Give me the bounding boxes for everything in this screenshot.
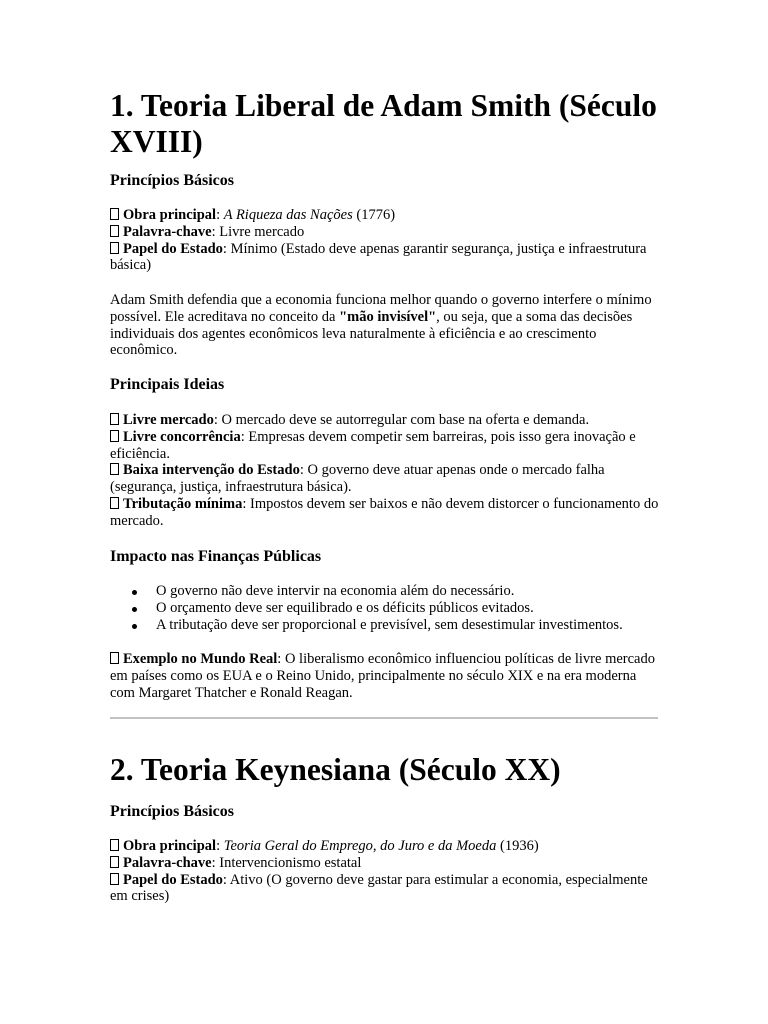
- impact-text: A tributação deve ser proporcional e previsível, sem desestimular investimentos.: [156, 617, 623, 633]
- missing-glyph-icon: [110, 839, 119, 851]
- idea-item: Livre mercado: O mercado deve se autorregular com base na oferta e demanda.: [110, 412, 662, 429]
- section-1-impact-heading: Impacto nas Finanças Públicas: [110, 548, 322, 565]
- impact-item: [110, 583, 670, 600]
- section-2-basics: [110, 838, 662, 905]
- missing-glyph-icon: [110, 873, 119, 885]
- impact-list: [110, 583, 670, 634]
- papel-line: Papel do Estado: Mínimo (Estado deve apenas garantir segurança, justiça e infraestrutura básica): [110, 240, 647, 274]
- idea-item: Livre concorrência: Empresas devem competir sem barreiras, pois isso gera inovação e eficiência.: [110, 428, 636, 462]
- missing-glyph-icon: [110, 242, 119, 254]
- obra-line: Obra principal: A Riqueza das Nações (1776): [110, 207, 662, 224]
- obra-label: Obra principal: [123, 838, 217, 854]
- obra-title: Teoria Geral do Emprego, do Juro e da Moeda: [223, 838, 497, 854]
- missing-glyph-icon: [110, 208, 119, 220]
- section-1-ideas: [110, 412, 662, 530]
- section-1-example: Exemplo no Mundo Real: O liberalismo econômico influenciou políticas de livre mercado em países como os EUA e o Reino Unido, principalmente no século XIX e na era moderna com Margaret Thatcher e Ronald Reagan.: [110, 651, 655, 701]
- impact-text: O orçamento deve ser equilibrado e os déficits públicos evitados.: [156, 600, 534, 616]
- bullet-icon: [132, 590, 137, 595]
- obra-line: Obra principal: Teoria Geral do Emprego, do Juro e da Moeda (1936): [110, 838, 662, 855]
- idea-text: Empresas devem competir sem barreiras, pois isso gera inovação e eficiência.: [110, 428, 636, 462]
- palavra-line: Palavra-chave: Intervencionismo estatal: [110, 855, 662, 872]
- idea-item: Baixa intervenção do Estado: O governo deve atuar apenas onde o mercado falha (segurança, justiça, infraestrutura básica).: [110, 462, 605, 496]
- missing-glyph-icon: [110, 225, 119, 237]
- impact-text: O governo não deve intervir na economia além do necessário.: [156, 583, 515, 599]
- palavra-label: Palavra-chave: [123, 223, 212, 240]
- missing-glyph-icon: [110, 463, 119, 475]
- example-label: Exemplo no Mundo Real: [123, 651, 278, 667]
- papel-value: Mínimo (Estado deve apenas garantir segurança, justiça e infraestrutura básica): [110, 240, 647, 274]
- idea-label: Livre mercado: [123, 412, 214, 428]
- idea-label: Livre concorrência: [123, 428, 241, 445]
- papel-value: Ativo (O governo deve gastar para estimular a economia, especialmente em crises): [110, 871, 648, 905]
- idea-text: Impostos devem ser baixos e não devem distorcer o funcionamento do mercado.: [110, 495, 659, 529]
- idea-text: O governo deve atuar apenas onde o mercado falha (segurança, justiça, infraestrutura básica).: [110, 462, 605, 496]
- intro-bold: "mão invisível": [339, 308, 437, 325]
- obra-year: (1776): [356, 207, 396, 223]
- missing-glyph-icon: [110, 430, 119, 442]
- idea-label: Tributação mínima: [123, 495, 243, 512]
- papel-label: Papel do Estado: [123, 871, 223, 888]
- papel-label: Papel do Estado: [123, 240, 223, 257]
- obra-title: A Riqueza das Nações: [223, 207, 353, 223]
- section-1-intro: [110, 292, 662, 359]
- palavra-line: Palavra-chave: Livre mercado: [110, 224, 662, 241]
- idea-item: Tributação mínima: Impostos devem ser baixos e não devem distorcer o funcionamento do mercado.: [110, 495, 659, 529]
- section-1-basics-heading: Princípios Básicos: [110, 172, 235, 189]
- missing-glyph-icon: [110, 413, 119, 425]
- idea-text: O mercado deve se autorregular com base na oferta e demanda.: [221, 412, 590, 428]
- section-1-title: 1. Teoria Liberal de Adam Smith (Século XVIII): [110, 88, 657, 159]
- section-divider: [110, 717, 658, 719]
- section-2-basics-heading: Princípios Básicos: [110, 803, 235, 820]
- palavra-value: Livre mercado: [219, 223, 305, 240]
- bullet-icon: [132, 607, 137, 612]
- section-2-title: 2. Teoria Keynesiana (Século XX): [110, 752, 561, 787]
- example-text: O liberalismo econômico influenciou políticas de livre mercado em países como os EUA e o Reino Unido, principalmente no século XIX e na era moderna com Margaret Thatcher e Ronald Reagan.: [110, 651, 655, 701]
- missing-glyph-icon: [110, 497, 119, 509]
- palavra-value: Intervencionismo estatal: [219, 854, 362, 871]
- impact-item: [110, 600, 670, 617]
- impact-item: [110, 617, 670, 634]
- palavra-label: Palavra-chave: [123, 854, 212, 871]
- intro-text-1: Adam Smith defendia que a economia funciona melhor quando o governo interfere o mínimo possível. Ele acreditava no conceito da: [110, 292, 652, 325]
- section-1-basics: [110, 207, 662, 274]
- missing-glyph-icon: [110, 652, 119, 664]
- idea-label: Baixa intervenção do Estado: [123, 462, 300, 479]
- intro-text-2: , ou seja, que a soma das decisões individuais dos agentes econômicos leva naturalmente à eficiência e ao crescimento econômico.: [110, 308, 633, 359]
- bullet-icon: [132, 624, 137, 629]
- obra-year: (1936): [500, 838, 539, 854]
- missing-glyph-icon: [110, 856, 119, 868]
- obra-label: Obra principal: [123, 207, 217, 223]
- papel-line: Papel do Estado: Ativo (O governo deve gastar para estimular a economia, especialmente em crises): [110, 871, 648, 905]
- section-1-ideas-heading: Principais Ideias: [110, 376, 225, 393]
